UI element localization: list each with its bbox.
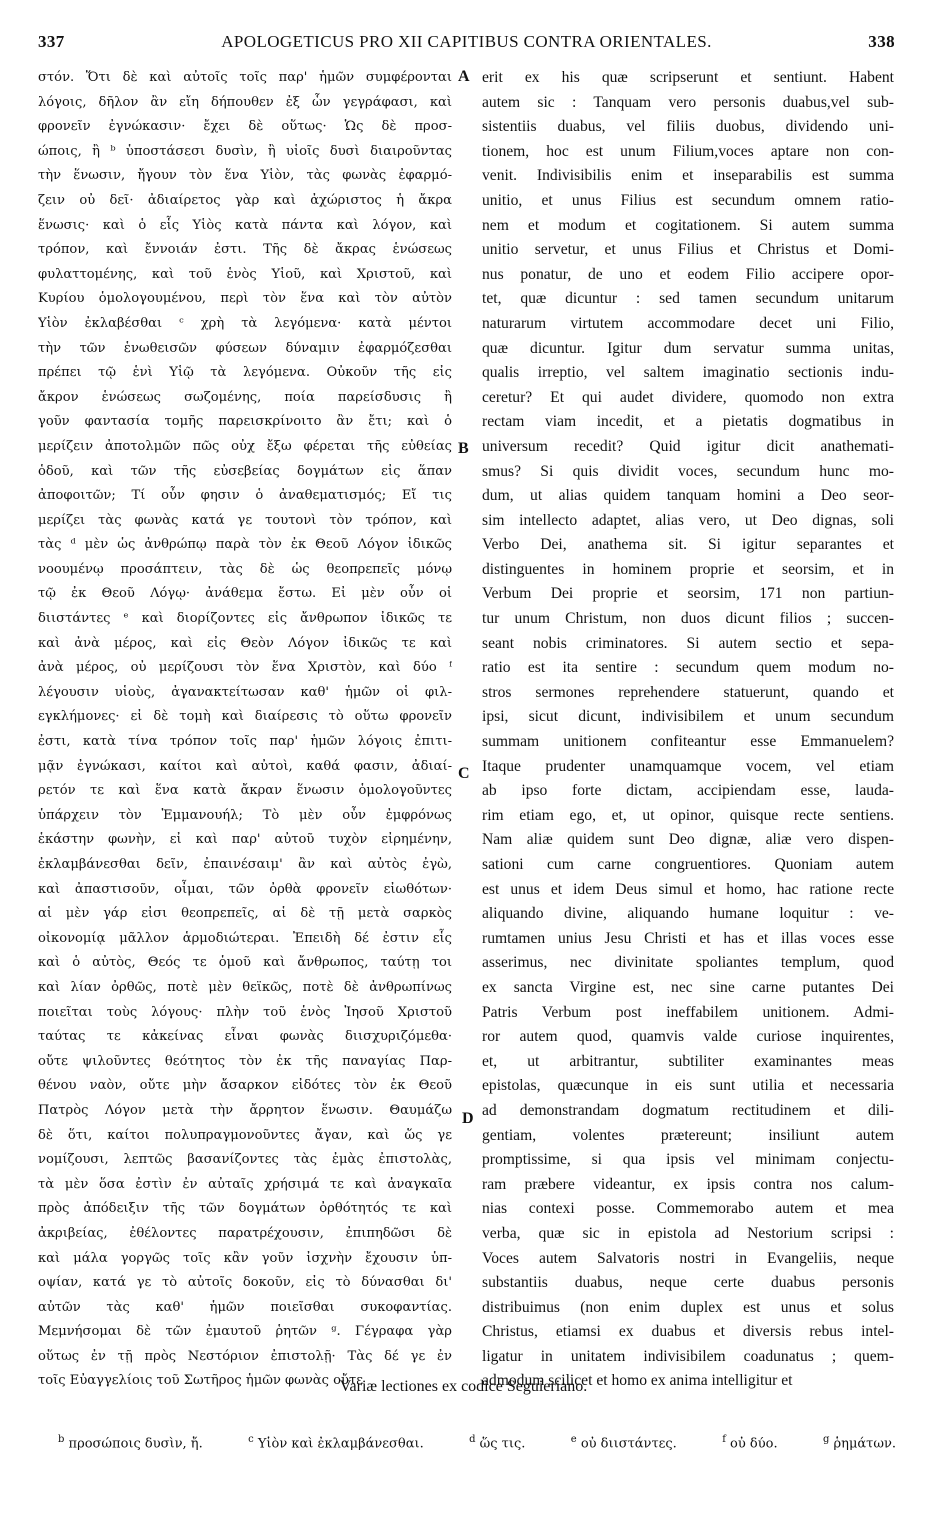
footnote-text: οὐ διιστάντες. (576, 1436, 677, 1452)
greek-text-line: ἐκλαμβάνεσθαι δεῖν, ἐπαινέσαιμ' ἂν καὶ αὐτὸς ἐγὼ, (38, 857, 452, 872)
greek-text-line: τὰς ᵈ μὲν ὡς ἀνθρώπῳ παρὰ τὸν ἐκ Θεοῦ Λόγον ἰδικῶς (38, 537, 452, 553)
latin-text-line: stros sermones reprehendere statuerunt, quando et (482, 683, 894, 701)
footnote-text: ὥς τις. (475, 1436, 526, 1452)
latin-text-line: Verbo Dei, anathema sit. Si igitur separantes et (482, 536, 894, 554)
greek-text-line: νοουμένῳ προσάπτειν, τὰς δὲ ὡς θεοπρεπεῖς μόνῳ (38, 561, 452, 577)
greek-text-line: καὶ μάλα γοργῶς τοῖς κἂν γοῦν ἰσχνὴν ἔχουσιν ὑπ- (38, 1250, 452, 1266)
greek-text-line: φρονεῖν ἐγνώκασιν· ἔχει δὲ οὕτως· Ὡς δὲ προσ- (38, 119, 452, 135)
latin-text-line: verba, quæ sic in epistola ad Nestorium scripsi : (482, 1224, 894, 1242)
greek-text-line: οψίαν, κατά γε τὸ αὐτοῖς δοκοῦν, εἰς τὸ δύνασθαι δι' (38, 1275, 452, 1291)
latin-text-line: Voces autem Salvatoris nostri in Evangeliis, neque (482, 1249, 894, 1267)
latin-text-line: autem sic : Tanquam vero personis duabus,vel sub- (482, 93, 894, 111)
latin-text-line: Nam aliæ quidem sunt Deo dignæ, aliæ vero dispen- (482, 831, 894, 849)
running-title: APOLOGETICUS PRO XII CAPITIBUS CONTRA ORIENTALES. (221, 32, 712, 51)
greek-text-line: Πατρὸς Λόγον μετὰ τὴν ἄρρητον ἕνωσιν. Θαυμάζω (38, 1102, 452, 1118)
footnote-mark: f (722, 1434, 726, 1445)
greek-text-line: Κυρίου ὁμολογουμένου, περὶ τὸν ἕνα καὶ τὸν αὐτὸν (38, 291, 452, 307)
greek-text-line: ποιεῖται τοὺς λόγους· πλὴν τοῦ ἑνὸς Ἰησοῦ Χριστοῦ (38, 1004, 452, 1020)
footnote-item (58, 1434, 203, 1451)
latin-text-line: rectam viam incedit, et a pietatis dogmatibus in (482, 413, 894, 431)
greek-text-line: ἀποφοιτῶν; Τί οὖν φησιν ὁ ἀναθεματισμός; Εἴ τις (38, 488, 452, 504)
greek-text-line: ἕνωσις· καὶ ὁ εἷς Υἱὸς κατὰ πάντα καὶ λόγον, καὶ (38, 217, 452, 233)
latin-text-line: gentiam, volentes prætereunt; insiliunt autem (482, 1126, 894, 1144)
greek-text-line: γοῦν φαντασία τομῆς παρεισκρίνοιτο ἂν ἔτι; καὶ ὁ (38, 414, 452, 430)
greek-text-line: τὴν ἕνωσιν, ἤγουν τὸν ἕνα Υἱὸν, τὰς φωνὰς ἐφαρμό- (38, 168, 452, 184)
greek-column (38, 66, 452, 1394)
latin-text-line: universum recedit? Quid igitur dicit anathemati- (482, 437, 894, 455)
greek-text-line: ὁδοῦ, καὶ τῶν τῆς εὐσεβείας δογμάτων εἰς ἅπαν (38, 463, 452, 479)
latin-text-line: Christus, etiamsi ex duabus et diversis rebus intel- (482, 1323, 894, 1341)
page-header (38, 32, 895, 58)
greek-text-line: ζειν οὐ δεῖ· ἀδιαίρετος γὰρ καὶ ἀχώριστος ἡ ἄκρα (38, 192, 452, 208)
greek-text-line: ταύτας τε κἀκείνας εἶναι φωνὰς διισχυριζόμεθα· (38, 1029, 452, 1045)
latin-text-line: dum, ut alias quidem tanquam homini a Deo seor- (482, 487, 894, 505)
latin-text-line: epistolas, quæcunque in eis sunt utilia et necessaria (482, 1077, 894, 1095)
greek-text-line: καὶ ἀνὰ μέρος, καὶ εἰς Θεὸν Λόγον ἰδικῶς τε καὶ (38, 635, 452, 651)
greek-text-line: στόν. Ὅτι δὲ καὶ αὐτοῖς τοῖς παρ' ἡμῶν συμφέρονται (38, 70, 452, 85)
latin-text-line: substantiis duabus, neque certe duabus personis (482, 1274, 894, 1292)
latin-text-line: asserimus, nec divinitate spoliantes templum, quod (482, 954, 894, 972)
latin-text-line: distinguentes in hominem proprie et seorsim, et in (482, 560, 894, 578)
greek-text-line: μερίζειν ἀποτολμῶν πῶς οὐχ ἔξω φέρεται τῆς εὐθείας (38, 438, 452, 454)
greek-text-line: λέγουσιν υἱοὺς, ἀγανακτείτωσαν καθ' ἡμῶν οἱ φιλ- (38, 684, 452, 700)
greek-text-line: καὶ ἀπαστισοῦν, οἶμαι, τῶν ὀρθὰ φρονεῖν εἰωθότων· (38, 881, 452, 897)
footnote-item (248, 1434, 424, 1451)
latin-text-line: rim etiam ego, et, ut opinor, quisque recte sentiens. (482, 806, 894, 824)
latin-text-line: ram præbere videantur, ex ipsis contra nos calum- (482, 1175, 894, 1193)
footnote-item (469, 1434, 525, 1451)
latin-text-line: sim intellecto adaptet, alias vero, ut Deo dignas, soli (482, 511, 894, 529)
latin-text-line: tur unum Christum, non duos dicunt filios ; succen- (482, 610, 894, 628)
latin-text-line: seant nobis criminatores. Si autem sectio et sepa- (482, 634, 894, 652)
greek-text-line: ἑκάστην φωνὴν, εἰ καὶ παρ' αὐτοῦ τυχὸν εἰρημένην, (38, 832, 452, 848)
page-number-left: 337 (38, 32, 65, 51)
latin-text-line: venit. Indivisibilis enim et inseparabilis est summa (482, 167, 894, 185)
greek-text-line: ἀκριβείας, ἐθέλοντες παρατρέχουσιν, ἐπιπηδῶσι δὲ (38, 1225, 452, 1241)
greek-text-line: θένου ναὸν, οὔτε μὴν ἄσαρκον εἰδότες τὸν ἐκ Θεοῦ (38, 1078, 452, 1094)
greek-text-line: ρετόν τε καὶ ἕνα κατὰ ἄκραν ἕνωσιν ὁμολογοῦντες (38, 783, 452, 799)
latin-text-line: ad demonstrandam dogmatum rectitudinem et dili- (482, 1101, 894, 1119)
greek-text-line: οὕτως ἐν τῇ πρὸς Νεστόριον ἐπιστολῇ· Τὰς δέ γε ἐν (38, 1348, 452, 1364)
greek-text-line: πρὸς ἀπόδειξιν τῆς τῶν δογμάτων ὀρθότητός τε καὶ (38, 1201, 452, 1217)
greek-text-line: λόγοις, δῆλον ἂν εἴη δήπουθεν ἐξ ὧν γεγράφασι, καὶ (38, 94, 452, 110)
greek-text-line: μερίζει τὰς φωνὰς κατά γε τουτονὶ τὸν τρόπον, καὶ (38, 512, 452, 528)
greek-text-line: καὶ ὁ αὐτὸς, Θεός τε ὁμοῦ καὶ ἄνθρωπος, ταύτῃ τοι (38, 955, 452, 971)
latin-text-line: nias contexi posse. Commemorabo autem et mea (482, 1200, 894, 1218)
section-marker-a: A (458, 68, 470, 85)
greek-text-line: ἀνὰ μέρος, οὐ μερίζουσι τὸν ἕνα Χριστὸν, καὶ δύο ᶠ (38, 660, 452, 676)
latin-text-line: tionem, hoc est unum Filium,voces aptare non con- (482, 142, 894, 160)
latin-text-line: unitio servetur, et unus Filius et Christus et Domi- (482, 241, 894, 259)
footnote-mark: b (58, 1434, 65, 1445)
greek-text-line: αὐτῶν τὰς καθ' ἡμῶν ποιεῖσθαι συκοφαντίας. (38, 1299, 452, 1315)
latin-text-line: tet, quæ dicuntur : sed tamen secundum unitarum (482, 290, 894, 308)
greek-text-line: τοῖς Εὐαγγελίοις τοῦ Σωτῆρος ἡμῶν φωνὰς οὔτε (38, 1373, 364, 1389)
latin-text-line: sistentiis duabus, vel filiis duobus, dividendo uni- (482, 118, 894, 136)
greek-text-line: νομίζουσι, λεπτῶς βασανίζοντες τὰς ἐμὰς ἐπιστολὰς, (38, 1152, 452, 1168)
footnote-mark: d (469, 1434, 476, 1445)
greek-text-line: ώποις, ἢ ᵇ ὑποστάσεσι δυσὶν, ἢ υἱοῖς δυσὶ διαιροῦντας (38, 143, 452, 159)
latin-text-line: ex sancta Virgine est, nec sine carne putantes Dei (482, 978, 894, 996)
footnote-text: ῥημάτων. (829, 1436, 896, 1452)
latin-text-line: admodum scilicet et homo ex anima intelligitur et (482, 1372, 793, 1390)
footnote-text: οὐ δύο. (725, 1436, 778, 1452)
latin-text-line: ligatur in unitatem indivisibilem coadunatus ; quem- (482, 1347, 894, 1365)
latin-text-line: sationi cum carne congruentiores. Quoniam autem (482, 856, 894, 873)
latin-text-line: naturarum virtutem accommodare decet uni Filio, (482, 314, 894, 332)
greek-text-line: ἐστι, κατὰ τίνα τρόπον τοῖς παρ' ἡμῶν λόγοις ἐπιτι- (38, 734, 452, 750)
latin-text-line: smus? Si quis dividit voces, secundum hunc mo- (482, 462, 894, 480)
latin-text-line: unitio, et unus Filius est secundum omnem ratio- (482, 191, 894, 209)
greek-text-line: δὲ ὅτι, καίτοι πολυπραγμονοῦντες ἄγαν, καὶ ὥς γε (38, 1127, 452, 1143)
greek-text-line: Μεμνήσομαι δὲ τῶν ἐμαυτοῦ ῥητῶν ᵍ. Γέγραφα γὰρ (38, 1324, 452, 1340)
latin-text-line: promptissime, si qua ipsis vel minimam conjectu- (482, 1151, 894, 1169)
greek-text-line: οἰκονομίᾳ μᾶλλον ἁρμοδιώτεραι. Ἐπειδὴ δέ ἐστιν εἷς (38, 930, 452, 946)
latin-text-line: summam unitionem confiteantur esse Emmanuelem? (482, 733, 894, 751)
latin-text-line: distribuimus (non enim duplex est unus et solus (482, 1298, 894, 1316)
footnote-text: προσώποις δυσὶν, ἤ. (64, 1436, 203, 1452)
greek-text-line: πρέπει τῷ ἑνὶ Υἱῷ τὰ λεγόμενα. Οὐκοῦν τῆς εἰς (38, 365, 452, 381)
footnote-item (823, 1434, 896, 1451)
greek-text-line: Υἱὸν ἐκλαβέσθαι ᶜ χρὴ τὰ λεγόμενα· κατὰ μέντοι (38, 315, 452, 331)
footnote-item (722, 1434, 777, 1451)
latin-text-line: ab ipso forte dictam, accipiendam esse, lauda- (482, 782, 894, 800)
greek-text-line: φυλαττομένης, καὶ τοῦ ἑνὸς Υἱοῦ, καὶ Χριστοῦ, καὶ (38, 266, 452, 282)
greek-text-line: τῷ ἐκ Θεοῦ Λόγῳ· ἀνάθεμα ἔστω. Εἰ μὲν οὖν οἱ (38, 586, 452, 602)
latin-text-line: nem et modum et cogitationem. Si autem summa (482, 216, 894, 234)
footnote-mark: e (570, 1434, 577, 1445)
footnote-text: Υἱὸν καὶ ἐκλαμβάνεσθαι. (253, 1436, 424, 1452)
latin-text-line: ratio est ita sentire : secundum quem modum no- (482, 659, 894, 677)
greek-text-line: ἄκρον ἑνώσεως σωζομένης, ποία παρείσδυσις ἢ (38, 389, 452, 405)
greek-text-line: τὰ μὲν ὅσα ἐστὶν ἐν αὐταῖς χρήσιμά τε καὶ ἀναγκαῖα (38, 1176, 452, 1192)
latin-text-line: quæ dicuntur. Igitur dum servatur summa unitas, (482, 339, 894, 357)
footnote-mark: c (248, 1434, 254, 1445)
greek-text-line: μᾷν ἐγνώκασι, καίτοι καὶ αὐτοὶ, καθά φασιν, ἀδιαί- (38, 758, 452, 774)
latin-text-line: est unus et idem Deus simul et homo, hac ratione recte (482, 880, 894, 898)
greek-text-line: διιστάντες ᵉ καὶ διορίζοντες εἰς ἄνθρωπον ἰδικῶς τε (38, 611, 452, 627)
latin-text-line: Itaque prudenter unamquamque vocem, vel etiam (482, 757, 894, 775)
page-number-right: 338 (868, 32, 895, 51)
footnote-item (571, 1434, 677, 1451)
greek-text-line: τρόπον, καὶ ἔννοιάν ἐστι. Τῆς δὲ ἄκρας ἑνώσεως (38, 242, 452, 258)
latin-text-line: rumtamen unius Jesu Christi et has et illas voces esse (482, 929, 894, 947)
footnote-mark: g (822, 1434, 830, 1445)
greek-text-line: αἱ μὲν γάρ εἰσι θεοπρεπεῖς, αἱ δὲ τῇ μετὰ σαρκὸς (38, 906, 452, 922)
latin-text-line: Patris Verbum post ineffabilem unitionem. Admi- (482, 1003, 894, 1021)
latin-text-line: ror autem quod, quamvis valde curiose inquirentes, (482, 1028, 894, 1046)
latin-text-line: et, ut arbitrantur, subtiliter examinantes meas (482, 1052, 894, 1070)
greek-text-line: εγκλήμονες· εἰ δὲ τομὴ καὶ διαίρεσις τὸ οὕτω φρονεῖν (38, 709, 452, 725)
latin-text-line: nus ponatur, de uno et eodem Filio accipere opor- (482, 265, 894, 283)
latin-column (482, 66, 894, 1394)
section-marker-b: B (458, 440, 469, 457)
section-marker-d: D (462, 1110, 474, 1127)
latin-text-line: aliquando divine, aliquando humane loquitur : ve- (482, 905, 894, 923)
latin-text-line: qualis irreptio, vel saltem imaginatio sectionis indu- (482, 364, 894, 382)
section-marker-c: C (458, 765, 470, 782)
footnotes (58, 1434, 896, 1451)
latin-text-line: erit ex his quæ scripserunt et sentiunt. Habent (482, 69, 894, 86)
latin-text-line: Verbum Dei proprie et seorsim, 171 non partiun- (482, 585, 894, 603)
greek-text-line: οὔτε ψιλοῦντες θεότητος τὸν ἐκ τῆς παναγίας Παρ- (38, 1053, 452, 1069)
greek-text-line: τὴν τῶν ἑνωθεισῶν φύσεων δύναμιν ἐφαρμόζεσθαι (38, 340, 452, 356)
latin-text-line: ceretur? Et qui audet dividere, quomodo non extra (482, 388, 894, 406)
greek-text-line: ὑπάρχειν τὸν Ἐμμανουήλ; Τὸ μὲν οὖν ἐμφρόνως (38, 807, 452, 823)
latin-text-line: ipsi, sicut dicunt, indivisibilem et unum secundum (482, 708, 894, 726)
variae-lectiones-title: Variæ lectiones ex codice Seguieriano. (339, 1378, 588, 1395)
greek-text-line: καὶ λίαν ὀρθῶς, ποτὲ μὲν θεϊκῶς, ποτὲ δὲ ἀνθρωπίνως (38, 979, 452, 995)
